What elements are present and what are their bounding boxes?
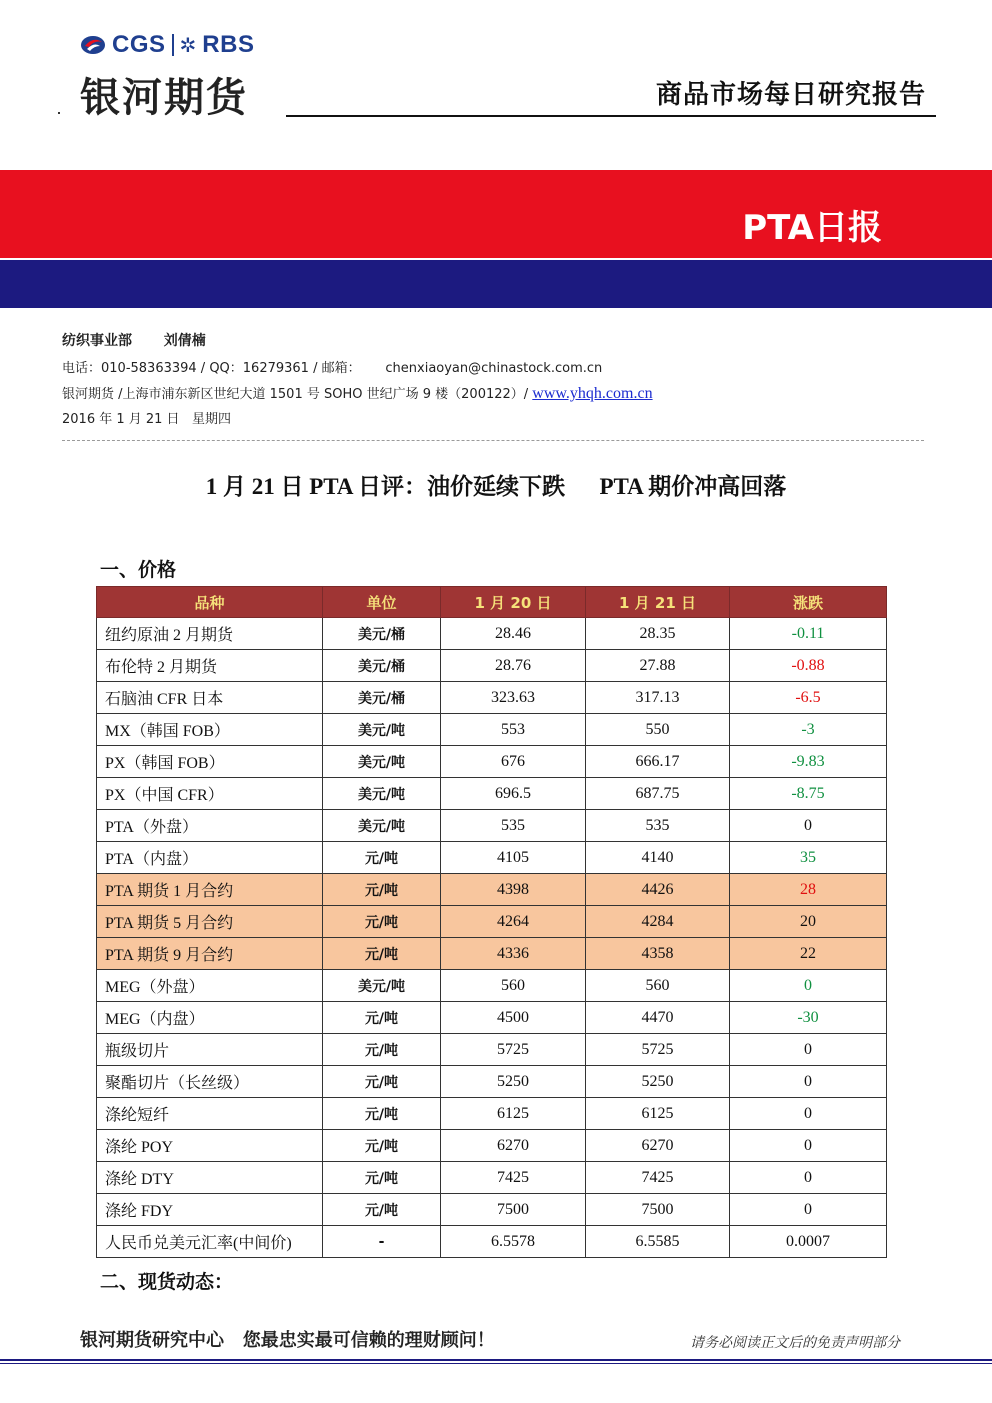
- report-series-title: 商品市场每日研究报告: [655, 80, 926, 110]
- row-change-cell: 0: [730, 1066, 887, 1098]
- section-spot-title: 二、现货动态：: [100, 1271, 234, 1293]
- banner-blue-band: [0, 260, 992, 308]
- row-jan21-cell: 6125: [586, 1098, 730, 1130]
- row-jan21-cell: 687.75: [586, 778, 730, 810]
- row-jan20-cell: 28.46: [441, 618, 586, 650]
- row-name-cell: PTA 期货 1 月合约: [97, 874, 323, 906]
- row-jan21-cell: 4470: [586, 1002, 730, 1034]
- row-jan21-cell: 7425: [586, 1162, 730, 1194]
- company-name: 银河期货: [80, 75, 248, 121]
- row-name-cell: MX（韩国 FOB）: [97, 714, 323, 746]
- logo-divider: [172, 34, 174, 56]
- dashed-divider: [62, 440, 924, 441]
- row-unit-cell: 元/吨: [323, 1162, 441, 1194]
- table-row: [97, 714, 887, 746]
- row-change-cell: -9.83: [730, 746, 887, 778]
- section-price-title: 一、价格: [100, 559, 177, 581]
- table-row: [97, 682, 887, 714]
- row-jan20-cell: 560: [441, 970, 586, 1002]
- row-name-cell: 布伦特 2 月期货: [97, 650, 323, 682]
- contact-line: 电话：010-58363394 / QQ：16279361 / 邮箱： chenxiaoyan@chinastock.com.cn: [62, 361, 603, 376]
- row-name-cell: 人民币兑美元汇率(中间价): [97, 1226, 323, 1258]
- table-row: [97, 1098, 887, 1130]
- logo-rbs-text: RBS: [202, 31, 255, 58]
- row-change-cell: 20: [730, 906, 887, 938]
- footer-rule-thin: [0, 1363, 992, 1364]
- row-jan20-cell: 6270: [441, 1130, 586, 1162]
- footer-slogan: 银河期货研究中心 您最忠实最可信赖的理财顾问！: [80, 1330, 495, 1351]
- row-unit-cell: 美元/桶: [323, 650, 441, 682]
- row-unit-cell: 元/吨: [323, 1098, 441, 1130]
- row-unit-cell: 美元/吨: [323, 778, 441, 810]
- row-name-cell: 涤纶 DTY: [97, 1162, 323, 1194]
- row-unit-cell: 美元/吨: [323, 714, 441, 746]
- row-name-cell: 聚酯切片（长丝级）: [97, 1066, 323, 1098]
- row-unit-cell: 元/吨: [323, 1066, 441, 1098]
- row-unit-cell: 美元/吨: [323, 810, 441, 842]
- table-row: [97, 906, 887, 938]
- row-change-cell: 35: [730, 842, 887, 874]
- row-jan20-cell: 535: [441, 810, 586, 842]
- table-row: [97, 650, 887, 682]
- row-jan20-cell: 553: [441, 714, 586, 746]
- row-change-cell: -3: [730, 714, 887, 746]
- row-jan21-cell: 317.13: [586, 682, 730, 714]
- row-jan21-cell: 4358: [586, 938, 730, 970]
- department: 纺织事业部: [62, 333, 132, 349]
- row-change-cell: 0: [730, 970, 887, 1002]
- table-row: [97, 970, 887, 1002]
- row-jan20-cell: 7425: [441, 1162, 586, 1194]
- row-name-cell: 石脑油 CFR 日本: [97, 682, 323, 714]
- row-unit-cell: 元/吨: [323, 1194, 441, 1226]
- row-jan21-cell: 6270: [586, 1130, 730, 1162]
- row-jan21-cell: 550: [586, 714, 730, 746]
- footer-disclaimer: 请务必阅读正文后的免责声明部分: [690, 1335, 900, 1351]
- row-jan21-cell: 4140: [586, 842, 730, 874]
- report-date: 2016 年 1 月 21 日 星期四: [62, 412, 231, 427]
- row-jan20-cell: 4336: [441, 938, 586, 970]
- row-name-cell: PX（韩国 FOB）: [97, 746, 323, 778]
- row-jan20-cell: 323.63: [441, 682, 586, 714]
- table-row: [97, 778, 887, 810]
- table-row: [97, 1194, 887, 1226]
- row-unit-cell: 元/吨: [323, 1034, 441, 1066]
- row-jan20-cell: 7500: [441, 1194, 586, 1226]
- row-change-cell: 0.0007: [730, 1226, 887, 1258]
- website-link[interactable]: www.yhqh.com.cn: [532, 385, 653, 402]
- row-jan21-cell: 27.88: [586, 650, 730, 682]
- row-name-cell: MEG（内盘）: [97, 1002, 323, 1034]
- row-change-cell: 0: [730, 1034, 887, 1066]
- table-row: [97, 842, 887, 874]
- row-jan21-cell: 7500: [586, 1194, 730, 1226]
- row-jan20-cell: 676: [441, 746, 586, 778]
- row-change-cell: 22: [730, 938, 887, 970]
- column-header: 单位: [323, 587, 441, 618]
- row-name-cell: PTA（内盘）: [97, 842, 323, 874]
- price-table: [96, 586, 887, 1258]
- row-change-cell: -30: [730, 1002, 887, 1034]
- row-change-cell: -0.88: [730, 650, 887, 682]
- address-text: 银河期货 /上海市浦东新区世纪大道 1501 号 SOHO 世纪广场 9 楼（200122）/: [62, 387, 533, 402]
- header-rule: [286, 115, 936, 117]
- row-jan20-cell: 4264: [441, 906, 586, 938]
- row-change-cell: 28: [730, 874, 887, 906]
- report-headline: 1 月 21 日 PTA 日评：油价延续下跌 PTA 期价冲高回落: [205, 474, 787, 499]
- rbs-star-icon: ✲: [179, 33, 197, 57]
- row-jan21-cell: 28.35: [586, 618, 730, 650]
- table-row: [97, 746, 887, 778]
- row-change-cell: 0: [730, 810, 887, 842]
- footer-rule: [0, 1359, 992, 1361]
- row-jan21-cell: 535: [586, 810, 730, 842]
- author-line: [62, 330, 206, 350]
- brand-logo: [80, 30, 254, 60]
- row-name-cell: MEG（外盘）: [97, 970, 323, 1002]
- column-header: 1 月 20 日: [441, 587, 586, 618]
- row-change-cell: 0: [730, 1098, 887, 1130]
- cgs-swirl-icon: [80, 34, 106, 56]
- table-header-row: [97, 587, 887, 618]
- row-jan21-cell: 4284: [586, 906, 730, 938]
- row-unit-cell: 元/吨: [323, 1002, 441, 1034]
- row-name-cell: PTA（外盘）: [97, 810, 323, 842]
- table-row: [97, 1034, 887, 1066]
- row-jan20-cell: 696.5: [441, 778, 586, 810]
- banner-title: PTA日报: [742, 208, 882, 248]
- row-unit-cell: 美元/吨: [323, 746, 441, 778]
- row-jan20-cell: 28.76: [441, 650, 586, 682]
- address-line: [62, 383, 653, 403]
- header-dot: [58, 112, 60, 114]
- table-row: [97, 618, 887, 650]
- table-row: [97, 1226, 887, 1258]
- row-unit-cell: 元/吨: [323, 1130, 441, 1162]
- table-row: [97, 1002, 887, 1034]
- row-jan20-cell: 4105: [441, 842, 586, 874]
- row-jan20-cell: 5250: [441, 1066, 586, 1098]
- row-jan21-cell: 560: [586, 970, 730, 1002]
- row-name-cell: 涤纶 POY: [97, 1130, 323, 1162]
- row-name-cell: 涤纶 FDY: [97, 1194, 323, 1226]
- row-name-cell: 瓶级切片: [97, 1034, 323, 1066]
- analyst-name: 刘倩楠: [163, 333, 206, 349]
- table-row: [97, 874, 887, 906]
- row-jan20-cell: 4500: [441, 1002, 586, 1034]
- row-change-cell: -0.11: [730, 618, 887, 650]
- row-unit-cell: 美元/桶: [323, 682, 441, 714]
- row-change-cell: 0: [730, 1162, 887, 1194]
- row-name-cell: 纽约原油 2 月期货: [97, 618, 323, 650]
- row-unit-cell: 元/吨: [323, 938, 441, 970]
- row-jan21-cell: 5250: [586, 1066, 730, 1098]
- row-change-cell: 0: [730, 1130, 887, 1162]
- table-row: [97, 1162, 887, 1194]
- row-name-cell: 涤纶短纤: [97, 1098, 323, 1130]
- row-unit-cell: 美元/吨: [323, 970, 441, 1002]
- row-jan20-cell: 6.5578: [441, 1226, 586, 1258]
- row-unit-cell: 元/吨: [323, 874, 441, 906]
- row-name-cell: PX（中国 CFR）: [97, 778, 323, 810]
- logo-cgs-text: CGS: [112, 31, 166, 58]
- column-header: 品种: [97, 587, 323, 618]
- table-row: [97, 1066, 887, 1098]
- row-jan21-cell: 5725: [586, 1034, 730, 1066]
- row-unit-cell: 元/吨: [323, 906, 441, 938]
- row-jan20-cell: 6125: [441, 1098, 586, 1130]
- column-header: 涨跌: [730, 587, 887, 618]
- row-unit-cell: -: [323, 1226, 441, 1258]
- table-row: [97, 810, 887, 842]
- row-change-cell: -6.5: [730, 682, 887, 714]
- row-name-cell: PTA 期货 9 月合约: [97, 938, 323, 970]
- row-change-cell: 0: [730, 1194, 887, 1226]
- row-jan21-cell: 666.17: [586, 746, 730, 778]
- row-jan21-cell: 4426: [586, 874, 730, 906]
- row-unit-cell: 元/吨: [323, 842, 441, 874]
- row-jan21-cell: 6.5585: [586, 1226, 730, 1258]
- table-row: [97, 938, 887, 970]
- row-name-cell: PTA 期货 5 月合约: [97, 906, 323, 938]
- column-header: 1 月 21 日: [586, 587, 730, 618]
- table-row: [97, 1130, 887, 1162]
- row-jan20-cell: 4398: [441, 874, 586, 906]
- row-change-cell: -8.75: [730, 778, 887, 810]
- row-unit-cell: 美元/桶: [323, 618, 441, 650]
- row-jan20-cell: 5725: [441, 1034, 586, 1066]
